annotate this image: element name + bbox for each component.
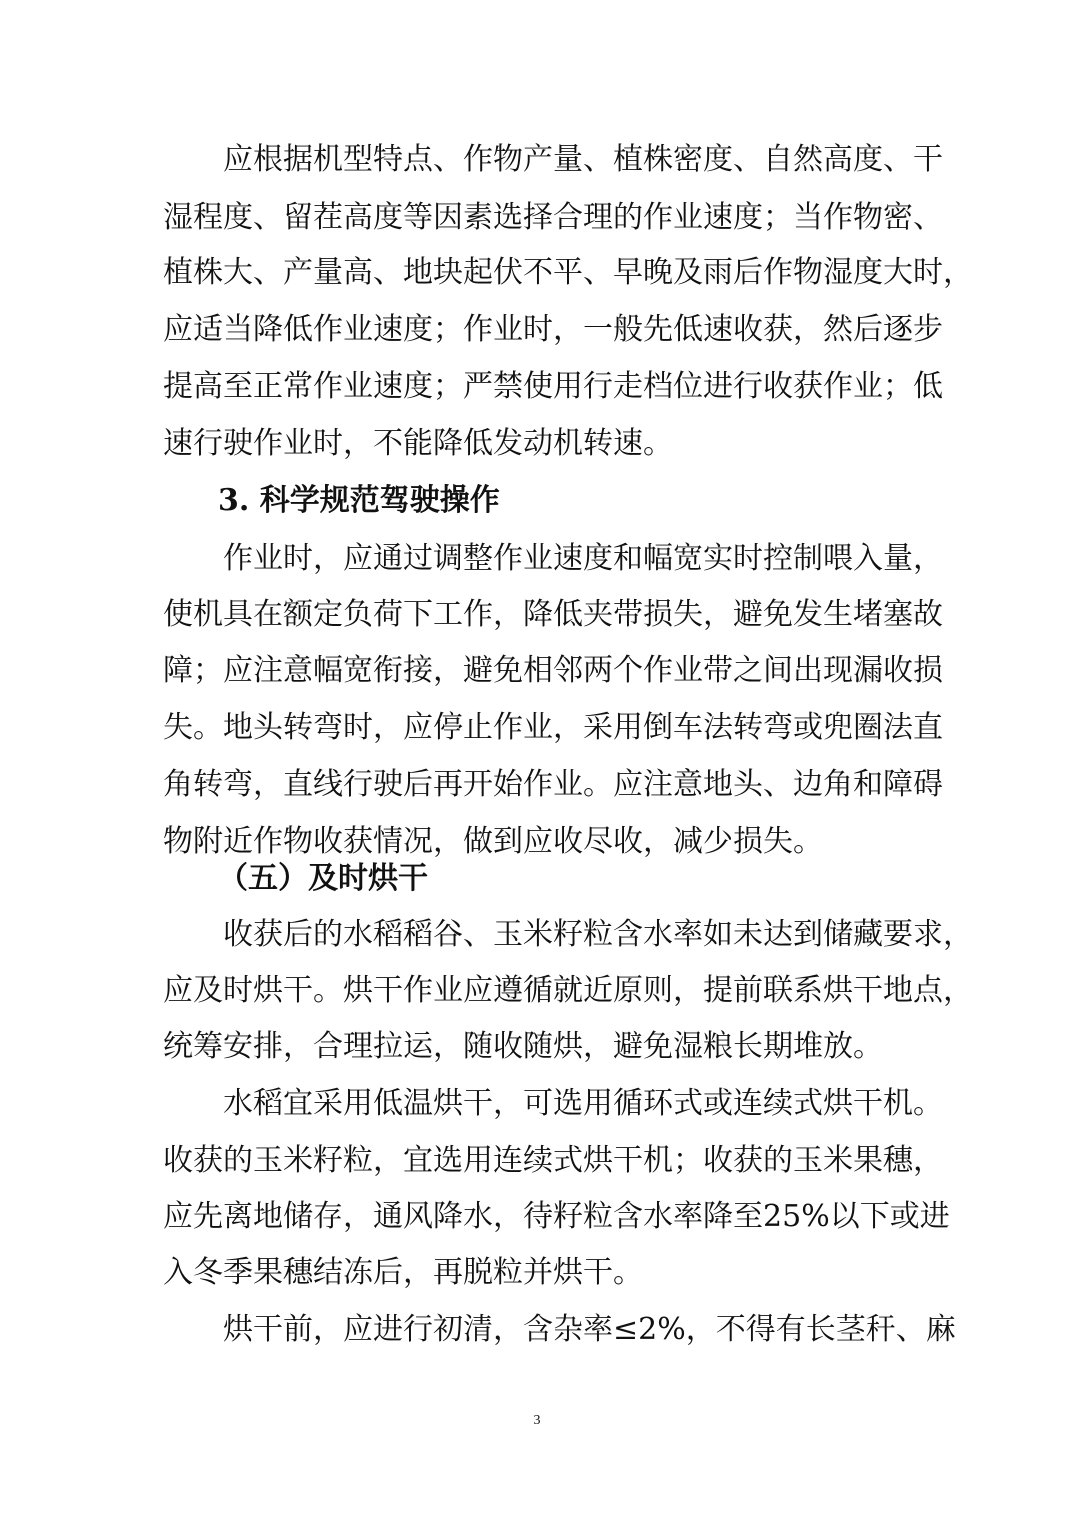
paragraph-line: 收 获 后 的 水 稻 稻 谷 、 玉 米 籽 粒 含 水 率 如 未 达 到 储 藏 要 求 ， [223, 917, 973, 952]
paragraph-line: 角 转 弯 ， 直 线 行 驶 后 再 开 始 作 业 。 应 注 意 地 头 、 边 角 和 障 碍 [163, 767, 943, 802]
paragraph-line: 统筹安排，合理拉运，随收随烘，避免湿粮长期堆放。 [163, 1029, 883, 1064]
paragraph-line: 速行驶作业时，不能降低发动机转速。 [163, 426, 673, 461]
paragraph-line: 湿 程 度 、 留 茬 高 度 等 因 素 选 择 合 理 的 作 业 速 度 ； 当 作 物 密 、 [163, 200, 943, 235]
paragraph-line: 应 适 当 降 低 作 业 速 度 ； 作 业 时 ， 一 般 先 低 速 收 获 ， 然 后 逐 步 [163, 312, 943, 347]
paragraph-line: 入冬季果穗结冻后，再脱粒并烘干。 [163, 1255, 643, 1290]
paragraph-line: 水 稻 宜 采 用 低 温 烘 干 ， 可 选 用 循 环 式 或 连 续 式 烘 干 机 。 [223, 1086, 943, 1121]
paragraph-line: 失 。 地 头 转 弯 时 ， 应 停 止 作 业 ， 采 用 倒 车 法 转 弯 或 兜 圈 法 直 [163, 710, 943, 745]
paragraph-line: 应 及 时 烘 干 。 烘 干 作 业 应 遵 循 就 近 原 则 ， 提 前 联 系 烘 干 地 点 ， [163, 973, 973, 1008]
paragraph-line: 收 获 的 玉 米 籽 粒 ， 宜 选 用 连 续 式 烘 干 机 ； 收 获 的 玉 米 果 穗 ， [163, 1143, 943, 1178]
paragraph-line: 使 机 具 在 额 定 负 荷 下 工 作 ， 降 低 夹 带 损 失 ， 避 免 发 生 堵 塞 故 [163, 597, 943, 632]
page-number: 3 [533, 1413, 541, 1428]
paragraph-line: 物附近作物收获情况，做到应收尽收，减少损失。 [163, 824, 823, 859]
paragraph-line: 应 先 离 地 储 存 ， 通 风 降 水 ， 待 籽 粒 含 水 率 降 至 2 5 % 以 下 或 进 [163, 1199, 950, 1234]
section-heading: 3. 科学规范驾驶操作 [218, 483, 500, 518]
paragraph-line: 障 ； 应 注 意 幅 宽 衔 接 ， 避 免 相 邻 两 个 作 业 带 之 间 出 现 漏 收 损 [163, 653, 943, 688]
paragraph-line: 提 高 至 正 常 作 业 速 度 ； 严 禁 使 用 行 走 档 位 进 行 收 获 作 业 ； 低 [163, 369, 943, 404]
paragraph-line: 烘 干 前 ， 应 进 行 初 清 ， 含 杂 率 ≤ 2 % ， 不 得 有 长 茎 秆 、 麻 [223, 1312, 956, 1347]
paragraph-line: 应 根 据 机 型 特 点 、 作 物 产 量 、 植 株 密 度 、 自 然 高 度 、 干 [223, 142, 943, 177]
paragraph-line: 作 业 时 ， 应 通 过 调 整 作 业 速 度 和 幅 宽 实 时 控 制 喂 入 量 ， [223, 541, 943, 576]
paragraph-line: 植 株 大 、 产 量 高 、 地 块 起 伏 不 平 、 早 晚 及 雨 后 作 物 湿 度 大 时 ， [163, 255, 973, 290]
subsection-heading: （五）及时烘干 [218, 861, 428, 896]
